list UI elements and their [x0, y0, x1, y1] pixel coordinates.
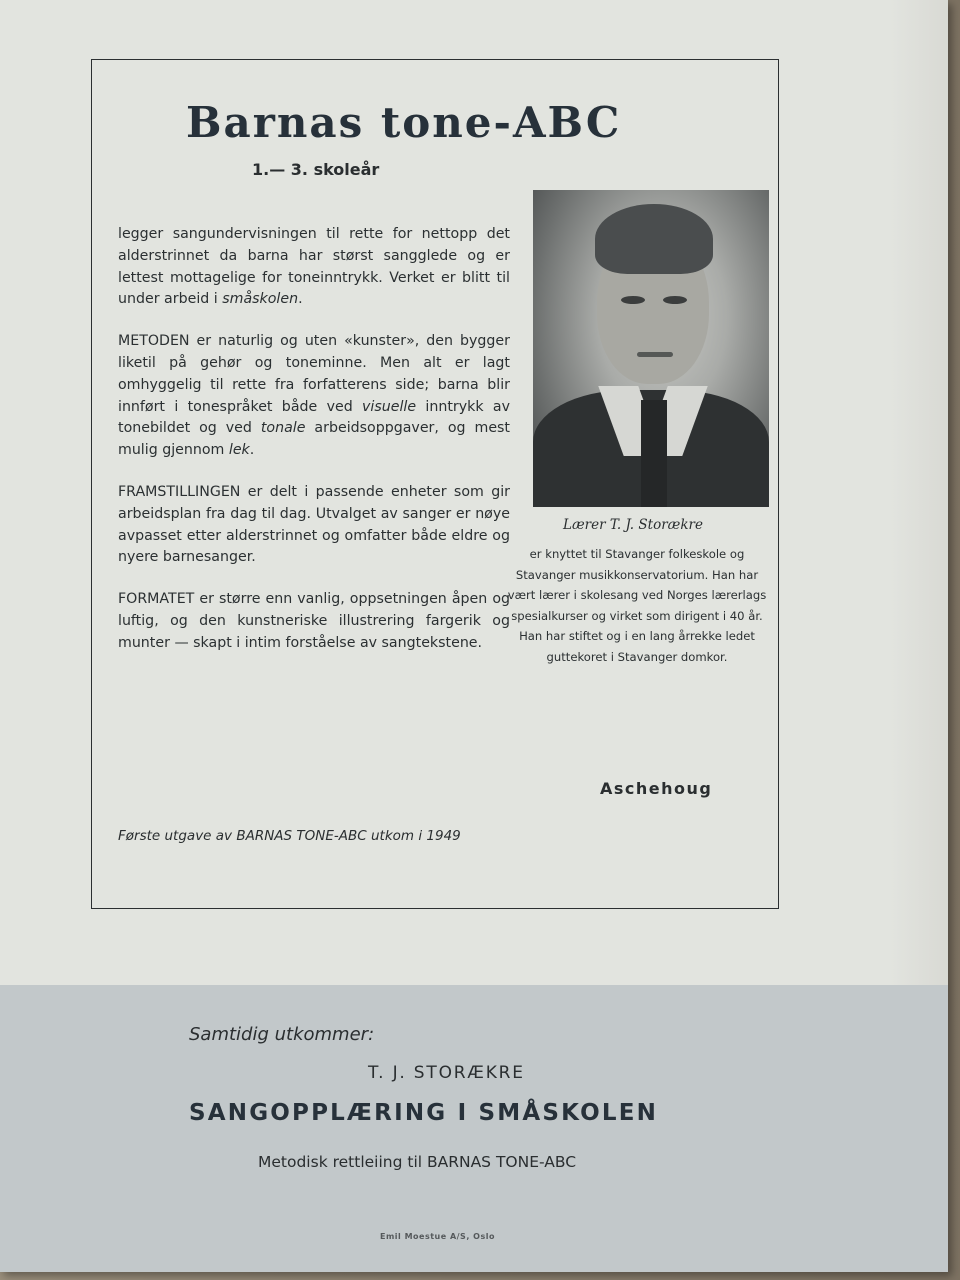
photo-caption: Lærer T. J. Storækre: [563, 517, 703, 533]
publisher-name: Aschehoug: [600, 779, 713, 798]
portrait-eye-right: [663, 296, 687, 304]
intro-text: legger sangundervisningen til rette for nettopp det alderstrinnet da barna har størst sangglede og er lettest mottagelige for toneinntrykk. Verket er blitt til under arbeid i: [118, 226, 510, 308]
intro-paragraph: [118, 224, 510, 311]
book-subtitle: 1.— 3. skoleår: [252, 160, 380, 179]
printer-imprint: Emil Moestue A/S, Oslo: [380, 1232, 495, 1241]
method-text-end: .: [249, 442, 255, 459]
portrait-mouth: [637, 352, 673, 357]
method-paragraph: [118, 331, 510, 462]
method-italic-lek: lek: [228, 442, 250, 459]
formatet-paragraph: FORMATET er større enn vanlig, oppsetningen åpen og luftig, og den kunstneriske illustrering fargerik og munter — skapt i intim forståelse av sangtekstene.: [118, 591, 510, 651]
companion-title: SANGOPPLÆRING I SMÅSKOLEN: [189, 1100, 659, 1126]
portrait-hair: [595, 204, 713, 274]
method-italic-tonale: tonale: [260, 420, 306, 437]
intro-italic: småskolen: [222, 291, 299, 308]
method-text-3: arbeidsoppgaver, og mest mulig gjennom: [118, 420, 510, 459]
companion-subtitle: Metodisk rettleiing til BARNAS TONE-ABC: [258, 1153, 577, 1171]
companion-author: T. J. STORÆKRE: [368, 1063, 525, 1083]
author-bio: er knyttet til Stavanger folkeskole og Stavanger musikkonservatorium. Han har vært lærer i skolesang ved Norges lærerlags spesialkurser og virket som dirigent i 40 år. Han har stiftet og i en lang årrekke ledet guttekoret i Stavanger domkor.: [507, 547, 767, 664]
description-column: [118, 224, 510, 675]
intro-text-end: .: [298, 291, 303, 308]
method-text: METODEN er naturlig og uten «kunster», den bygger liketil på gehør og toneminne. Men alt er lagt omhyggelig til rette fra forfatterens side; barna blir innført i tonespråket både ved: [118, 333, 510, 415]
portrait-tie: [641, 400, 667, 507]
method-text-2: inntrykk av tonebildet og ved: [118, 398, 510, 437]
method-italic-visuelle: visuelle: [362, 398, 417, 415]
book-title: Barnas tone-ABC: [186, 98, 622, 147]
framstilling-paragraph: FRAMSTILLINGEN er delt i passende enheter som gir arbeidsplan fra dag til dag. Utvalget av sanger er nøye avpasset etter alderstrinnet og omfatter både eldre og nyere barnesanger.: [118, 483, 510, 566]
companion-lead: Samtidig utkommer:: [189, 1024, 375, 1045]
portrait-eye-left: [621, 296, 645, 304]
first-edition-note: Første utgave av BARNAS TONE-ABC utkom i 1949: [118, 828, 461, 844]
bottom-band: [0, 985, 948, 1272]
author-portrait-photo: [533, 190, 769, 507]
